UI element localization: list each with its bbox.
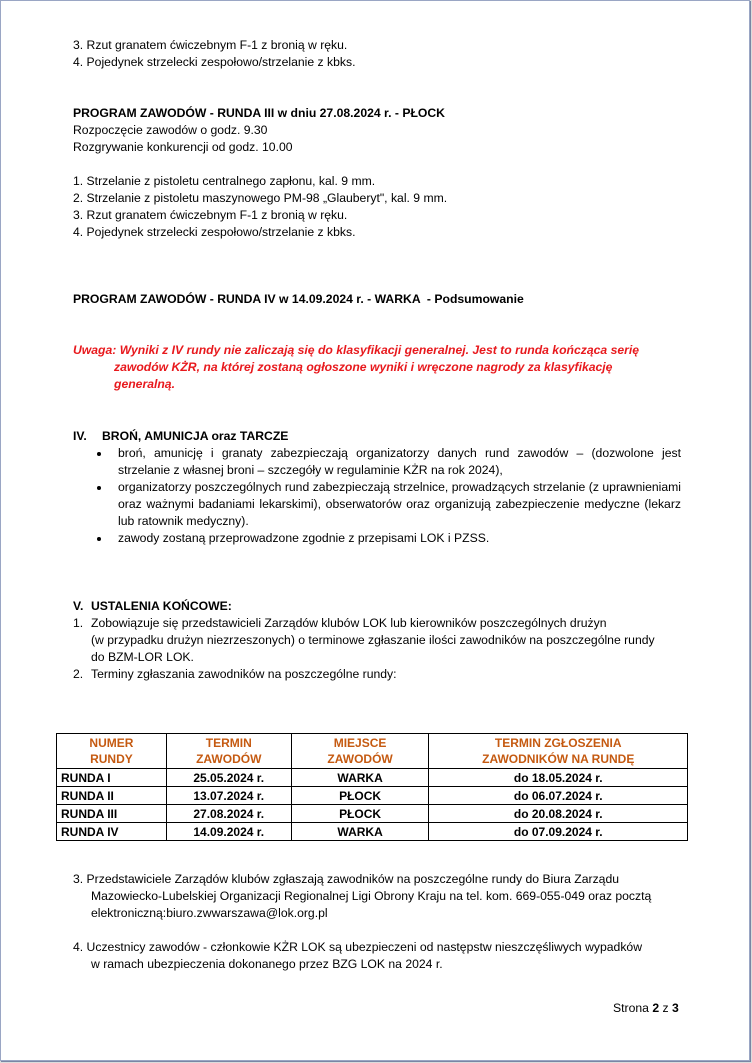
cell-date: 14.09.2024 r.	[166, 823, 291, 841]
point3-email[interactable]: elektroniczną:biuro.zwwarszawa@lok.org.pl	[91, 906, 328, 920]
bullet-icon	[97, 486, 101, 490]
round3-item-2: 2. Strzelanie z pistoletu maszynowego PM-98 „Glauberyt", kal. 9 mm.	[73, 191, 448, 205]
section5-item1-line3: do BZM-LOR LOK.	[91, 650, 194, 664]
round3-competitions-time: Rozgrywanie konkurencji od godz. 10.00	[73, 140, 293, 154]
round4-heading: PROGRAM ZAWODÓW - RUNDA IV w 14.09.2024 r. - WARKA - Podsumowanie	[73, 292, 524, 306]
point4-line1: 4. Uczestnicy zawodów - członkowie KŻR LOK są ubezpieczeni od następstw nieszczęśliwych wypadków	[73, 940, 642, 954]
point3-line2: Mazowiecko-Lubelskiej Organizacji Regionalnej Ligi Obrony Kraju na tel. kom. 669-055-049 oraz pocztą	[91, 889, 652, 903]
bullet-icon	[97, 452, 101, 456]
point3-line1: 3. Przedstawiciele Zarządów klubów zgłaszają zawodników na poszczególne rundy do Biura Zarządu	[73, 872, 620, 886]
table-row	[57, 805, 688, 823]
section4-bullet-1: broń, amunicję i granaty zabezpieczają organizatorzy danych rund zawodów – (dozwolone jest strzelanie z własnej broni – szczegóły w regulaminie KŻR na rok 2024),	[118, 446, 681, 477]
rounds-table	[56, 733, 688, 841]
section4-title: BROŃ, AMUNICJA oraz TARCZE	[102, 429, 289, 443]
section5-item1-number: 1.	[73, 616, 84, 630]
table-row	[57, 787, 688, 805]
header-registration-deadline: TERMIN ZGŁOSZENIA ZAWODNIKÓW NA RUNDĘ	[429, 734, 688, 769]
cell-date: 27.08.2024 r.	[166, 805, 291, 823]
cell-deadline: do 06.07.2024 r.	[429, 787, 688, 805]
warning-line-3: generalną.	[114, 377, 175, 391]
section5-title: USTALENIA KOŃCOWE:	[91, 599, 232, 613]
round3-start-time: Rozpoczęcie zawodów o godz. 9.30	[73, 123, 268, 137]
round3-item-4: 4. Pojedynek strzelecki zespołowo/strzelanie z kbks.	[73, 225, 356, 239]
intro-item-3: 3. Rzut granatem ćwiczebnym F-1 z bronią w ręku.	[73, 38, 348, 52]
cell-deadline: do 20.08.2024 r.	[429, 805, 688, 823]
section4-bullet-2: organizatorzy poszczególnych rund zabezpieczają strzelnice, prowadzących strzelanie (z uprawnieniami oraz ważnymi badaniami lekarskimi), obserwatorów oraz organizują zabezpieczenie medyczne (lekarz lub ratownik medyczny).	[118, 480, 681, 528]
section4-bullet-3: zawody zostaną przeprowadzone zgodnie z przepisami LOK i PZSS.	[118, 531, 490, 545]
cell-place: PŁOCK	[291, 787, 429, 805]
bullet-icon	[97, 537, 101, 541]
cell-round: RUNDA IV	[57, 823, 167, 841]
table-header-row	[57, 734, 688, 769]
section5-item2-number: 2.	[73, 667, 84, 681]
header-event-date: TERMIN ZAWODÓW	[166, 734, 291, 769]
section5-item1-line1: Zobowiązuje się przedstawicieli Zarządów klubów LOK lub kierowników poszczególnych drużyn	[91, 616, 607, 630]
section5-item1-line2: (w przypadku drużyn niezrzeszonych) o terminowe zgłaszanie ilości zawodników na poszczególne rundy	[91, 633, 655, 647]
cell-date: 13.07.2024 r.	[166, 787, 291, 805]
cell-round: RUNDA III	[57, 805, 167, 823]
page-number: Strona 2 z 3	[613, 1001, 679, 1015]
table-row	[57, 769, 688, 787]
cell-place: WARKA	[291, 823, 429, 841]
cell-round: RUNDA II	[57, 787, 167, 805]
table-row	[57, 823, 688, 841]
section5-number: V.	[73, 599, 84, 613]
section5-item2-text: Terminy zgłaszania zawodników na poszczególne rundy:	[91, 667, 397, 681]
cell-deadline: do 18.05.2024 r.	[429, 769, 688, 787]
round3-heading: PROGRAM ZAWODÓW - RUNDA III w dniu 27.08.2024 r. - PŁOCK	[73, 106, 445, 120]
cell-date: 25.05.2024 r.	[166, 769, 291, 787]
warning-line-1: Uwaga: Wyniki z IV rundy nie zaliczają się do klasyfikacji generalnej. Jest to runda kończąca serię	[73, 343, 640, 357]
cell-round: RUNDA I	[57, 769, 167, 787]
cell-deadline: do 07.09.2024 r.	[429, 823, 688, 841]
cell-place: PŁOCK	[291, 805, 429, 823]
round3-item-1: 1. Strzelanie z pistoletu centralnego zapłonu, kal. 9 mm.	[73, 174, 376, 188]
cell-place: WARKA	[291, 769, 429, 787]
intro-item-4: 4. Pojedynek strzelecki zespołowo/strzelanie z kbks.	[73, 55, 356, 69]
section4-number: IV.	[73, 429, 87, 443]
header-round-number: NUMER RUNDY	[57, 734, 167, 769]
round3-item-3: 3. Rzut granatem ćwiczebnym F-1 z bronią w ręku.	[73, 208, 348, 222]
header-event-place: MIEJSCE ZAWODÓW	[291, 734, 429, 769]
warning-line-2: zawodów KŻR, na której zostaną ogłoszone wyniki i wręczone nagrody za klasyfikację	[114, 360, 613, 374]
point4-line2: w ramach ubezpieczenia dokonanego przez BZG LOK na 2024 r.	[91, 957, 443, 971]
